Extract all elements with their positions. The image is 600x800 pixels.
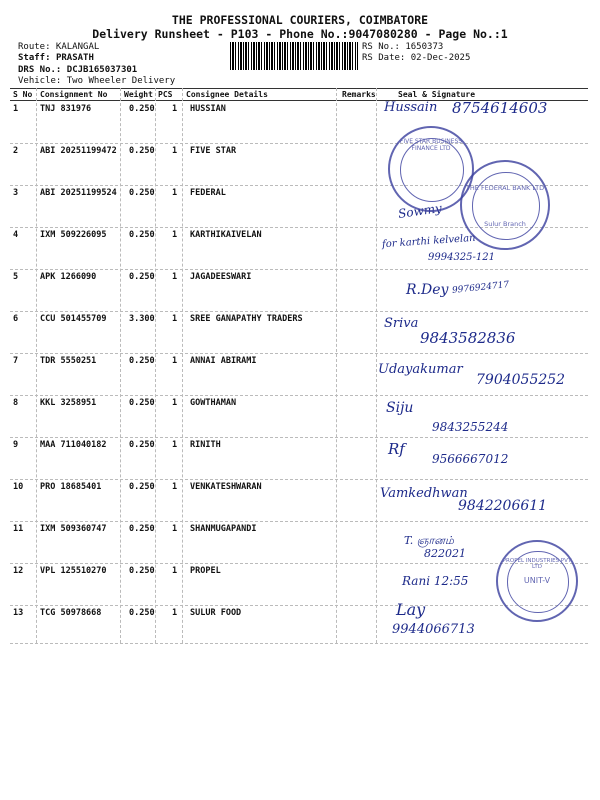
row-consignee: SULUR FOOD xyxy=(190,608,242,618)
row-weight: 0.250 xyxy=(129,356,155,366)
table-row xyxy=(0,440,600,482)
row-sno: 4 xyxy=(13,230,19,240)
row-consignee: JAGADEESWARI xyxy=(190,272,252,282)
row-weight: 0.250 xyxy=(129,398,155,408)
handwritten-phone: 9843255244 xyxy=(432,420,509,434)
row-divider xyxy=(10,269,588,270)
row-consignment: CCU 501455709 xyxy=(40,314,107,324)
table-row xyxy=(0,272,600,314)
staff-name: PRASATH xyxy=(55,53,94,63)
handwritten-phone: 822021 xyxy=(424,547,466,560)
row-pcs: 1 xyxy=(172,230,178,240)
signature: Rani 12:55 xyxy=(402,574,469,588)
handwritten-phone: 8754614603 xyxy=(452,99,548,117)
federal-seal-text: THE FEDERAL BANK LTD xyxy=(465,184,545,192)
header-top-rule xyxy=(10,88,588,89)
propel-seal xyxy=(496,540,578,622)
handwritten-phone: 9843582836 xyxy=(420,329,516,347)
row-consignment: IXM 509226095 xyxy=(40,230,107,240)
col-pcs-header: PCS xyxy=(158,90,173,99)
drs-line xyxy=(18,65,137,75)
row-pcs: 1 xyxy=(172,314,178,324)
row-pcs: 1 xyxy=(172,104,178,114)
row-weight: 0.250 xyxy=(129,440,155,450)
row-weight: 0.250 xyxy=(129,104,155,114)
table-row xyxy=(0,398,600,440)
row-divider xyxy=(10,395,588,396)
col-consignment-header: Consignment No xyxy=(40,90,108,99)
signature: Udayakumar xyxy=(378,362,463,377)
row-consignment: ABI 20251199524 xyxy=(40,188,117,198)
row-weight: 0.250 xyxy=(129,608,155,618)
row-consignee: RINITH xyxy=(190,440,221,450)
row-weight: 0.250 xyxy=(129,230,155,240)
row-sno: 5 xyxy=(13,272,19,282)
staff-label: Staff: xyxy=(18,53,51,63)
row-pcs: 1 xyxy=(172,356,178,366)
federal-branch-text: Sulur Branch xyxy=(484,220,526,228)
handwritten-phone: 9566667012 xyxy=(432,452,509,466)
drs-number: DCJB165037301 xyxy=(66,65,138,75)
row-consignee: KARTHIKAIVELAN xyxy=(190,230,262,240)
signature: Hussain xyxy=(384,100,438,115)
signature: Siju xyxy=(386,400,414,416)
barcode xyxy=(230,42,358,70)
row-consignee: VENKATESHWARAN xyxy=(190,482,262,492)
row-sno: 12 xyxy=(13,566,24,576)
row-consignment: IXM 509360747 xyxy=(40,524,107,534)
vehicle-label: Vehicle: Two Wheeler Delivery xyxy=(18,76,176,86)
row-consignment: APK 1266090 xyxy=(40,272,97,282)
row-consignee: GOWTHAMAN xyxy=(190,398,237,408)
row-consignee: FEDERAL xyxy=(190,188,226,198)
row-sno: 11 xyxy=(13,524,24,534)
row-divider xyxy=(10,479,588,480)
row-weight: 0.250 xyxy=(129,524,155,534)
drs-label: DRS No.: xyxy=(18,65,62,75)
signature: Sowmy xyxy=(397,201,443,221)
route-label: Route: KALANGAL xyxy=(18,42,100,52)
signature: Rf xyxy=(388,440,405,458)
row-pcs: 1 xyxy=(172,146,178,156)
row-consignment: VPL 125510270 xyxy=(40,566,107,576)
row-divider xyxy=(10,605,588,606)
handwritten-phone: 9976924717 xyxy=(451,280,510,296)
row-consignee: SHANMUGAPANDI xyxy=(190,524,257,534)
row-weight: 3.300 xyxy=(129,314,155,324)
col-seal-header: Seal & Signature xyxy=(398,90,476,99)
row-pcs: 1 xyxy=(172,524,178,534)
signature: Lay xyxy=(396,600,426,619)
row-consignment: TDR 5550251 xyxy=(40,356,97,366)
handwritten-phone: 9994325-121 xyxy=(428,252,496,263)
row-pcs: 1 xyxy=(172,272,178,282)
row-divider xyxy=(10,143,588,144)
row-consignee: SREE GANAPATHY TRADERS xyxy=(190,314,303,324)
runsheet-subtitle: Delivery Runsheet - P103 - Phone No.:9047080280 - Page No.:1 xyxy=(92,27,508,41)
row-weight: 0.250 xyxy=(129,272,155,282)
staff-line xyxy=(18,53,94,63)
row-consignment: TCG 50978668 xyxy=(40,608,102,618)
federal-bank-seal xyxy=(460,160,550,250)
row-consignment: ABI 20251199472 xyxy=(40,146,117,156)
row-pcs: 1 xyxy=(172,440,178,450)
row-consignment: PRO 18685401 xyxy=(40,482,102,492)
row-weight: 0.250 xyxy=(129,146,155,156)
row-sno: 9 xyxy=(13,440,19,450)
signature: Sriva xyxy=(384,316,419,331)
row-divider xyxy=(10,353,588,354)
row-sno: 2 xyxy=(13,146,19,156)
row-consignment: TNJ 831976 xyxy=(40,104,92,114)
row-pcs: 1 xyxy=(172,608,178,618)
row-consignee: FIVE STAR xyxy=(190,146,237,156)
row-pcs: 1 xyxy=(172,188,178,198)
handwritten-phone: 9842206611 xyxy=(458,498,548,514)
row-consignee: PROPEL xyxy=(190,566,221,576)
row-consignment: MAA 711040182 xyxy=(40,440,107,450)
signature: R.Dey xyxy=(406,282,449,298)
row-pcs: 1 xyxy=(172,482,178,492)
company-title: THE PROFESSIONAL COURIERS, COIMBATORE xyxy=(171,13,429,27)
signature: Vamkedhwan xyxy=(380,486,468,501)
propel-unit-text: UNIT-V xyxy=(523,576,551,585)
row-divider xyxy=(10,437,588,438)
row-weight: 0.250 xyxy=(129,188,155,198)
rs-number: RS No.: 1650373 xyxy=(362,42,444,52)
col-sno-header: S No xyxy=(13,90,33,99)
row-sno: 3 xyxy=(13,188,19,198)
row-sno: 10 xyxy=(13,482,24,492)
row-sno: 8 xyxy=(13,398,19,408)
row-consignee: HUSSIAN xyxy=(190,104,226,114)
col-weight-header: Weight xyxy=(124,90,153,99)
row-pcs: 1 xyxy=(172,566,178,576)
rs-date: RS Date: 02-Dec-2025 xyxy=(362,53,471,63)
seal-inner-ring xyxy=(472,172,539,239)
five-star-seal-text: FIVE STAR BUSINESS FINANCE LTD xyxy=(399,138,463,152)
signature: for karthi kelvelan xyxy=(381,232,476,251)
row-sno: 1 xyxy=(13,104,19,114)
row-pcs: 1 xyxy=(172,398,178,408)
row-divider xyxy=(10,311,588,312)
row-weight: 0.250 xyxy=(129,482,155,492)
handwritten-phone: 9944066713 xyxy=(392,622,475,637)
row-divider xyxy=(10,643,588,644)
handwritten-phone: 7904055252 xyxy=(476,372,566,388)
col-consignee-header: Consignee Details xyxy=(186,90,268,99)
row-weight: 0.250 xyxy=(129,566,155,576)
row-consignee: ANNAI ABIRAMI xyxy=(190,356,257,366)
row-sno: 7 xyxy=(13,356,19,366)
signature: T. ஞானம் xyxy=(404,534,454,547)
row-sno: 13 xyxy=(13,608,24,618)
col-remarks-header: Remarks xyxy=(342,90,376,99)
row-consignment: KKL 3258951 xyxy=(40,398,97,408)
row-divider xyxy=(10,521,588,522)
propel-seal-text: PROPEL INDUSTRIES PVT LTD xyxy=(502,558,572,570)
row-sno: 6 xyxy=(13,314,19,324)
